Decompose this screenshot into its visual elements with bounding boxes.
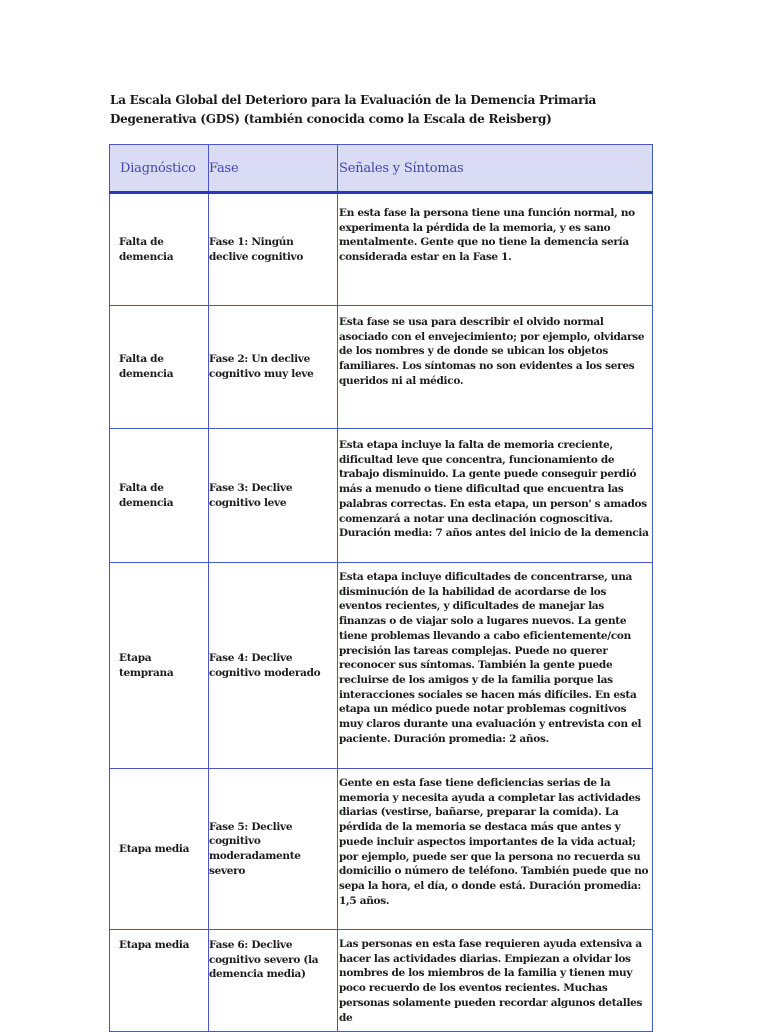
- cell-fase: Fase 2: Un declive cognitivo muy leve: [209, 306, 338, 429]
- cell-diagnostico: Falta de demencia: [110, 429, 209, 563]
- cell-diagnostico: Etapa media: [110, 930, 209, 1032]
- cell-diagnostico: Falta de demencia: [110, 193, 209, 306]
- header-diagnostico: Diagnóstico: [110, 145, 209, 193]
- cell-diagnostico: Etapa media: [110, 769, 209, 930]
- table-row: [110, 193, 653, 306]
- gds-table: [109, 144, 653, 1032]
- cell-fase: Fase 6: Declive cognitivo severo (la demencia media): [209, 930, 338, 1032]
- table-row: [110, 306, 653, 429]
- table-row: [110, 930, 653, 1032]
- cell-sintomas: Esta fase se usa para describir el olvido normal asociado con el envejecimiento; por ejemplo, olvidarse de los nombres y de donde se ubican los objetos familiares. Los síntomas no son evidentes a los seres queridos ni al médico.: [338, 306, 653, 429]
- table-row: [110, 429, 653, 563]
- cell-sintomas: Gente en esta fase tiene deficiencias serias de la memoria y necesita ayuda a completar las actividades diarias (vestirse, bañarse, preparar la comida). La pérdida de la memoria se destaca más que antes y puede incluir aspectos importantes de la vida actual; por ejemplo, puede ser que la persona no recuerda su domicilio o número de teléfono. También puede que no sepa la hora, el día, o donde está. Duración promedia: 1,5 años.: [338, 769, 653, 930]
- cell-fase: Fase 5: Declive cognitivo moderadamente severo: [209, 769, 338, 930]
- table-row: [110, 769, 653, 930]
- cell-fase: Fase 4: Declive cognitivo moderado: [209, 563, 338, 769]
- table-body: [110, 193, 653, 1032]
- table-header: [110, 145, 653, 193]
- cell-sintomas: En esta fase la persona tiene una función normal, no experimenta la pérdida de la memoria, y es sano mentalmente. Gente que no tiene la demencia sería considerada estar en la Fase 1.: [338, 193, 653, 306]
- document-title: La Escala Global del Deterioro para la Evaluación de la Demencia Primaria Degenerativa (GDS) (también conocida como la Escala de Reisberg): [110, 93, 597, 126]
- cell-sintomas: Esta etapa incluye la falta de memoria creciente, dificultad leve que concentra, funcionamiento de trabajo disminuido. La gente puede conseguir perdió más a menudo o tiene dificultad que encuentra las palabras correctas. En esta etapa, un person' s amados comenzará a notar una declinación cognoscitiva. Duración media: 7 años antes del inicio de la demencia: [338, 429, 653, 563]
- cell-fase: Fase 3: Declive cognitivo leve: [209, 429, 338, 563]
- header-fase: Fase: [209, 145, 338, 193]
- table-header-row: [110, 145, 653, 193]
- cell-sintomas: [338, 930, 653, 1032]
- cell-diagnostico: Etapa temprana: [110, 563, 209, 769]
- cell-sintomas: Esta etapa incluye dificultades de concentrarse, una disminución de la habilidad de acordarse de los eventos recientes, y dificultades de manejar las finanzas o de viajar solo a lugares nuevos. La gente tiene problemas llevando a cabo eficientemente/con precisión las tareas complejas. Puede no querer reconocer sus síntomas. También la gente puede recluirse de los amigos y de la familia porque las interacciones sociales se hacen más difíciles. En esta etapa un médico puede notar problemas cognitivos muy claros durante una evaluación y entrevista con el paciente. Duración promedia: 2 años.: [338, 563, 653, 769]
- header-sintomas: Señales y Síntomas: [338, 145, 653, 193]
- cell-diagnostico: Falta de demencia: [110, 306, 209, 429]
- table-row: [110, 563, 653, 769]
- cell-sintomas-text: Las personas en esta fase requieren ayuda extensiva a hacer las actividades diarias. Empiezan a olvidar los nombres de los miembros de la familia y tienen muy poco recuerdo de los eventos recientes. Muchas personas solamente pueden recordar algunos detalles de: [339, 938, 643, 1024]
- cell-fase: Fase 1: Ningún declive cognitivo: [209, 193, 338, 306]
